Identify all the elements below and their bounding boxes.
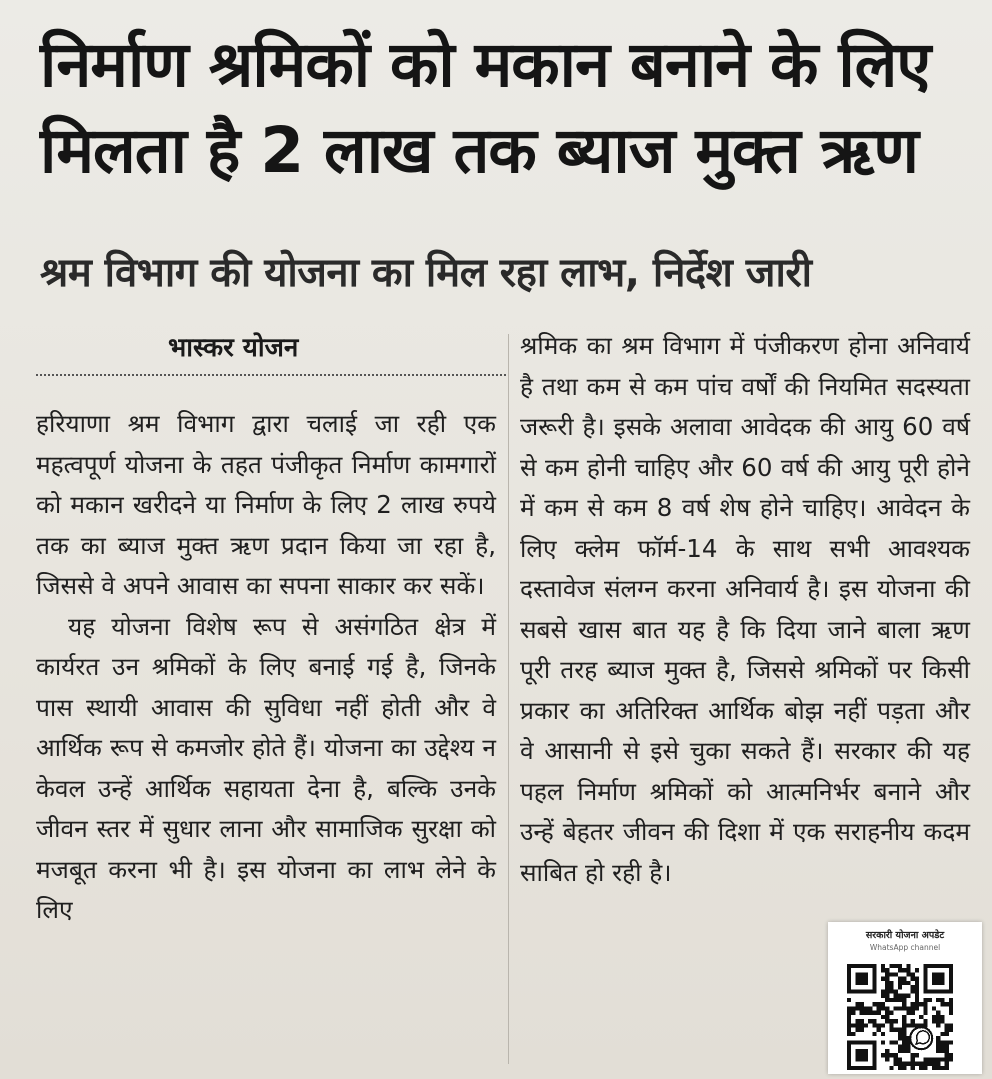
byline-dotted-divider bbox=[36, 374, 506, 376]
subheadline: श्रम विभाग की योजना का मिल रहा लाभ, निर्देश जारी bbox=[40, 250, 812, 296]
article-column-left bbox=[36, 404, 496, 931]
whatsapp-channel-card[interactable] bbox=[828, 922, 982, 1074]
column-divider bbox=[508, 334, 509, 1064]
qr-card-subtitle: WhatsApp channel bbox=[869, 943, 941, 952]
article-column-right bbox=[520, 326, 970, 893]
left-paragraph-2: यह योजना विशेष रूप से असंगठित क्षेत्र में कार्यरत उन श्रमिकों के लिए बनाई गई है, जिनके पास स्थायी आवास की सुविधा नहीं होती और वे आर्थिक रूप से कमजोर होते हैं। योजना का उद्देश्य न केवल उन्हें आर्थिक सहायता देना है, बल्कि उनके जीवन स्तर में सुधार लाना और सामाजिक सुरक्षा को मजबूत करना भी है। इस योजना का लाभ लेने के लिए bbox=[36, 611, 496, 924]
qr-code-icon[interactable] bbox=[847, 964, 953, 1070]
byline: भास्कर योजन bbox=[168, 333, 299, 363]
headline-line-2: मिलता है 2 लाख तक ब्याज मुक्त ऋण bbox=[40, 114, 918, 187]
left-paragraph-1: हरियाणा श्रम विभाग द्वारा चलाई जा रही एक महत्वपूर्ण योजना के तहत पंजीकृत निर्माण कामगारों को मकान खरीदने या निर्माण के लिए 2 लाख रुपये तक का ब्याज मुक्त ऋण प्रदान किया जा रहा है, जिससे वे अपने आवास का सपना साकार कर सकें। bbox=[36, 409, 496, 600]
right-paragraph-1: श्रमिक का श्रम विभाग में पंजीकरण होना अनिवार्य है तथा कम से कम पांच वर्षों की नियमित सदस्यता जरूरी है। इसके अलावा आवेदक की आयु 60 वर्ष से कम होनी चाहिए और 60 वर्ष की आयु पूरी होने में कम से कम 8 वर्ष शेष होने चाहिए। आवेदन के लिए क्लेम फॉर्म-14 के साथ सभी आवश्यक दस्तावेज संलग्न करना अनिवार्य है। इस योजना की सबसे खास बात यह है कि दिया जाने बाला ऋण पूरी तरह ब्याज मुक्त है, जिससे श्रमिकों पर किसी प्रकार का अतिरिक्त आर्थिक बोझ नहीं पड़ता और वे आसानी से इसे चुका सकते हैं। सरकार की यह पहल निर्माण श्रमिकों को आत्मनिर्भर बनाने और उन्हें बेहतर जीवन की दिशा में एक सराहनीय कदम साबित हो रही है। bbox=[520, 331, 970, 887]
qr-card-title: सरकारी योजना अपडेट bbox=[865, 930, 945, 941]
headline-line-1: निर्माण श्रमिकों को मकान बनाने के लिए bbox=[40, 28, 931, 101]
